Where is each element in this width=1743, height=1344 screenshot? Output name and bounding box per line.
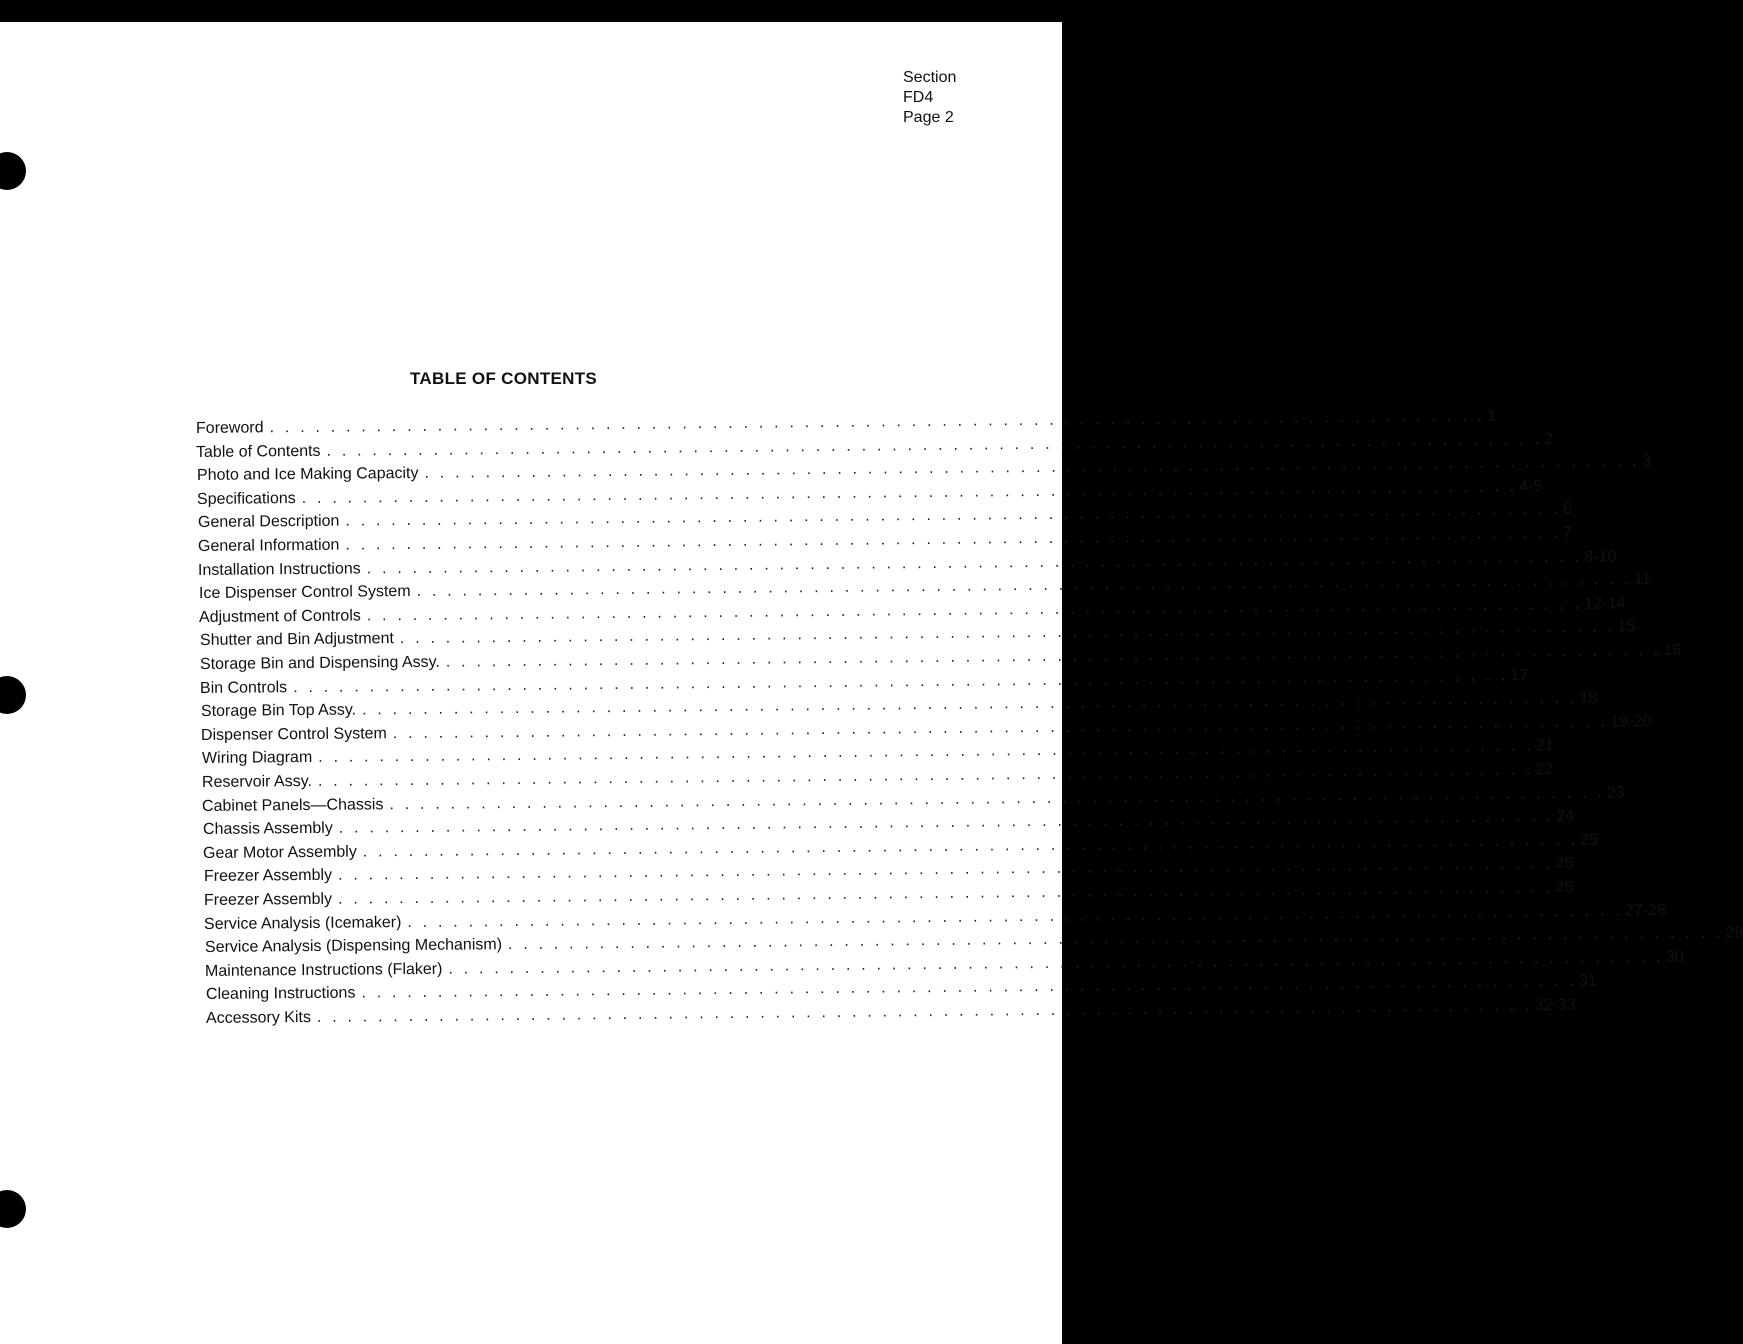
toc-entry [203, 855, 1574, 886]
toc-entry [199, 595, 1626, 627]
toc-entry-page: 12-14 [1584, 595, 1626, 613]
toc-dot-leader: . . . . . . . . . . . . . . . . . . . . . . . . . . . . . . . . . . . . . . . . . . . . . . . . . . . . . . . . . . . . . . . . . . . . . . . . . . . . . . . . [360, 973, 1577, 1002]
toc-entry-label: Cabinet Panels—Chassis [202, 795, 384, 815]
toc-entry [198, 547, 1617, 579]
toc-entry-label: Table of Contents [196, 442, 321, 461]
toc-entry [195, 407, 1497, 438]
toc-entry-label: Foreword [195, 419, 264, 437]
toc-list [0, 22, 1743, 1344]
toc-entry [205, 996, 1576, 1028]
toc-title: TABLE OF CONTENTS [410, 369, 598, 388]
toc-entry-label: Chassis Assembly [202, 819, 333, 839]
toc-entry [197, 501, 1572, 532]
toc-entry-label: Dispenser Control System [201, 725, 388, 744]
toc-entry-label: Storage Bin Top Assy. [200, 701, 356, 721]
toc-dot-leader: . . . . . . . . . . . . . . . . . . . . . . . . . . . . . . . . . . . . . . . . . . . . . . . . . . . . . . . . . . . . . . . . . . . . . . . . . . . . . . . . [338, 808, 1555, 837]
toc-entry [199, 618, 1635, 650]
toc-entry-page: 16 [1663, 641, 1682, 659]
toc-dot-leader: . . . . . . . . . . . . . . . . . . . . . . . . . . . . . . . . . . . . . . . . . . . . . . . . . . . . . . . . . . . . . . . . . . . . . . . . . . . . . . . . [389, 784, 1606, 813]
toc-entry-label: Installation Instructions [198, 560, 362, 579]
toc-entry-label: Specifications [197, 489, 296, 508]
toc-entry [197, 524, 1572, 556]
toc-entry [203, 831, 1599, 863]
toc-entry-label: Cleaning Instructions [205, 984, 356, 1004]
toc-dot-leader: . . . . . . . . . . . . . . . . . . . . . . . . . . . . . . . . . . . . . . . . . . . . . . . . . . . . . . . . . . . . . . . . . . . . . . . . . . . . . . . . [317, 761, 1534, 790]
toc-entry-label: Freezer Assembly [203, 890, 333, 909]
toc-entry-label: Maintenance Instructions (Flaker) [205, 960, 443, 980]
toc-dot-leader: . . . . . . . . . . . . . . . . . . . . . . . . . . . . . . . . . . . . . . . . . . . . . . . . . . . . . . . . . . . . . . . . . . . . . . . . . . . . . . . . [316, 997, 1533, 1026]
toc-dot-leader: . . . . . . . . . . . . . . . . . . . . . . . . . . . . . . . . . . . . . . . . . . . . . . . . . . . . . . . . . . . . . . . . . . . . . . . . . . . . . . . . [366, 595, 1583, 625]
toc-dot-leader: . . . . . . . . . . . . . . . . . . . . . . . . . . . . . . . . . . . . . . . . . . . . . . . . . . . . . . . . . . . . . . . . . . . . . . . . . . . . . . . . [337, 855, 1554, 885]
toc-entry-page: 26 [1555, 878, 1574, 897]
toc-dot-leader: . . . . . . . . . . . . . . . . . . . . . . . . . . . . . . . . . . . . . . . . . . . . . . . . . . . . . . . . . . . . . . . . . . . . . . . . . . . . . . . . [361, 689, 1578, 719]
toc-entry-page: 15 [1616, 618, 1635, 636]
toc-entry [205, 973, 1597, 1004]
toc-entry-label: General Description [197, 513, 340, 532]
toc-entry-page: 8-10 [1584, 547, 1617, 566]
toc-entry-page: 32-33 [1534, 996, 1576, 1015]
toc-entry-page: 4-5 [1519, 477, 1543, 496]
section-code: FD4 [903, 89, 934, 106]
toc-entry-page: 2 [1544, 430, 1554, 448]
toc-entry [200, 666, 1529, 697]
toc-entry-label: Gear Motor Assembly [203, 843, 358, 862]
toc-entry-label: Ice Dispenser Control System [198, 583, 411, 603]
toc-entry-label: Accessory Kits [205, 1008, 311, 1027]
toc-entry-label: Storage Bin and Dispensing Assy. [199, 653, 440, 673]
toc-dot-leader: . . . . . . . . . . . . . . . . . . . . . . . . . . . . . . . . . . . . . . . . . . . . . . . . . . . . . . . . . . . . . . . . . . . . . . . . . . . . . . . . [301, 478, 1518, 507]
toc-entry-page: 11 [1633, 571, 1651, 589]
toc-entry [201, 712, 1652, 745]
toc-entry-label: Wiring Diagram [201, 749, 312, 768]
toc-entry [199, 641, 1682, 674]
toc-entry-label: Bin Controls [200, 678, 288, 697]
toc-entry-page: 26 [1555, 855, 1574, 873]
toc-dot-leader: . . . . . . . . . . . . . . . . . . . . . . . . . . . . . . . . . . . . . . . . . . . . . . . . . . . . . . . . . . . . . . . . . . . . . . . . . . . . . . . . [362, 831, 1579, 861]
toc-entry-page: 1 [1487, 407, 1497, 425]
toc-dot-leader: . . . . . . . . . . . . . . . . . . . . . . . . . . . . . . . . . . . . . . . . . . . . . . . . . . . . . . . . . . . . . . . . . . . . . . . . . . . . . . . . [269, 407, 1486, 437]
toc-entry-page: 24 [1556, 808, 1575, 826]
toc-dot-leader: . . . . . . . . . . . . . . . . . . . . . . . . . . . . . . . . . . . . . . . . . . . . . . . . . . . . . . . . . . . . . . . . . . . . . . . . . . . . . . . . [392, 713, 1609, 742]
toc-dot-leader: . . . . . . . . . . . . . . . . . . . . . . . . . . . . . . . . . . . . . . . . . . . . . . . . . . . . . . . . . . . . . . . . . . . . . . . . . . . . . . . . [367, 548, 1583, 577]
toc-entry-label: Service Analysis (Icemaker) [204, 913, 402, 933]
toc-entry [205, 948, 1685, 981]
toc-entry-label: General Information [197, 536, 340, 555]
toc-entry-page: 23 [1607, 783, 1626, 802]
toc-dot-leader: . . . . . . . . . . . . . . . . . . . . . . . . . . . . . . . . . . . . . . . . . . . . . . . . . . . . . . . . . . . . . . . . . . . . . . . . . . . . . . . . [507, 924, 1724, 954]
toc-entry [196, 430, 1554, 461]
toc-dot-leader: . . . . . . . . . . . . . . . . . . . . . . . . . . . . . . . . . . . . . . . . . . . . . . . . . . . . . . . . . . . . . . . . . . . . . . . . . . . . . . . . [293, 667, 1510, 696]
toc-dot-leader: . . . . . . . . . . . . . . . . . . . . . . . . . . . . . . . . . . . . . . . . . . . . . . . . . . . . . . . . . . . . . . . . . . . . . . . . . . . . . . . . [399, 618, 1616, 648]
page-number: Page 2 [903, 109, 954, 126]
toc-entry-page: 29 [1725, 924, 1743, 942]
toc-dot-leader: . . . . . . . . . . . . . . . . . . . . . . . . . . . . . . . . . . . . . . . . . . . . . . . . . . . . . . . . . . . . . . . . . . . . . . . . . . . . . . . . [326, 430, 1543, 460]
toc-entry [201, 737, 1554, 768]
toc-entry-page: 3 [1641, 453, 1651, 471]
toc-entry-page: 17 [1511, 666, 1529, 685]
document-page [0, 22, 1743, 1344]
toc-entry-page: 6 [1562, 501, 1572, 519]
toc-entry-label: Shutter and Bin Adjustment [199, 630, 394, 650]
toc-entry [204, 901, 1667, 933]
toc-entry-label: Photo and Ice Making Capacity [196, 465, 419, 485]
toc-entry-page: 18 [1579, 689, 1598, 707]
toc-dot-leader: . . . . . . . . . . . . . . . . . . . . . . . . . . . . . . . . . . . . . . . . . . . . . . . . . . . . . . . . . . . . . . . . . . . . . . . . . . . . . . . . [445, 641, 1662, 671]
toc-entry [196, 453, 1651, 485]
toc-entry [198, 571, 1651, 603]
toc-entry-label: Reservoir Assy. [201, 772, 313, 791]
toc-entry [200, 689, 1598, 721]
toc-dot-leader: . . . . . . . . . . . . . . . . . . . . . . . . . . . . . . . . . . . . . . . . . . . . . . . . . . . . . . . . . . . . . . . . . . . . . . . . . . . . . . . . [448, 948, 1665, 978]
toc-dot-leader: . . . . . . . . . . . . . . . . . . . . . . . . . . . . . . . . . . . . . . . . . . . . . . . . . . . . . . . . . . . . . . . . . . . . . . . . . . . . . . . . [344, 501, 1561, 530]
toc-dot-leader: . . . . . . . . . . . . . . . . . . . . . . . . . . . . . . . . . . . . . . . . . . . . . . . . . . . . . . . . . . . . . . . . . . . . . . . . . . . . . . . . [337, 879, 1554, 908]
toc-entry-page: 25 [1580, 831, 1599, 849]
toc-dot-leader: . . . . . . . . . . . . . . . . . . . . . . . . . . . . . . . . . . . . . . . . . . . . . . . . . . . . . . . . . . . . . . . . . . . . . . . . . . . . . . . . [407, 901, 1624, 931]
toc-entry [201, 761, 1554, 792]
toc-entry [203, 878, 1574, 910]
toc-entry [202, 783, 1626, 815]
toc-entry-page: 22 [1535, 761, 1554, 779]
toc-entry [202, 808, 1575, 839]
toc-dot-leader: . . . . . . . . . . . . . . . . . . . . . . . . . . . . . . . . . . . . . . . . . . . . . . . . . . . . . . . . . . . . . . . . . . . . . . . . . . . . . . . . [424, 453, 1640, 483]
toc-dot-leader: . . . . . . . . . . . . . . . . . . . . . . . . . . . . . . . . . . . . . . . . . . . . . . . . . . . . . . . . . . . . . . . . . . . . . . . . . . . . . . . . [317, 737, 1534, 767]
toc-dot-leader: . . . . . . . . . . . . . . . . . . . . . . . . . . . . . . . . . . . . . . . . . . . . . . . . . . . . . . . . . . . . . . . . . . . . . . . . . . . . . . . . [416, 571, 1633, 601]
toc-entry-page: 31 [1578, 973, 1597, 991]
toc-dot-leader: . . . . . . . . . . . . . . . . . . . . . . . . . . . . . . . . . . . . . . . . . . . . . . . . . . . . . . . . . . . . . . . . . . . . . . . . . . . . . . . . [345, 524, 1562, 554]
toc-entry-page: 19-20 [1610, 712, 1652, 731]
toc-entry-page: 21 [1535, 737, 1554, 755]
toc-entry [197, 477, 1543, 509]
toc-entry-label: Freezer Assembly [203, 867, 332, 886]
toc-entry-page: 27-28 [1625, 901, 1667, 919]
toc-entry-label: Service Analysis (Dispensing Mechanism) [204, 936, 502, 957]
section-label: Section [903, 69, 957, 86]
toc-entry-page: 7 [1562, 524, 1572, 542]
toc-entry-label: Adjustment of Controls [199, 607, 362, 626]
toc-entry-page: 30 [1666, 948, 1685, 966]
